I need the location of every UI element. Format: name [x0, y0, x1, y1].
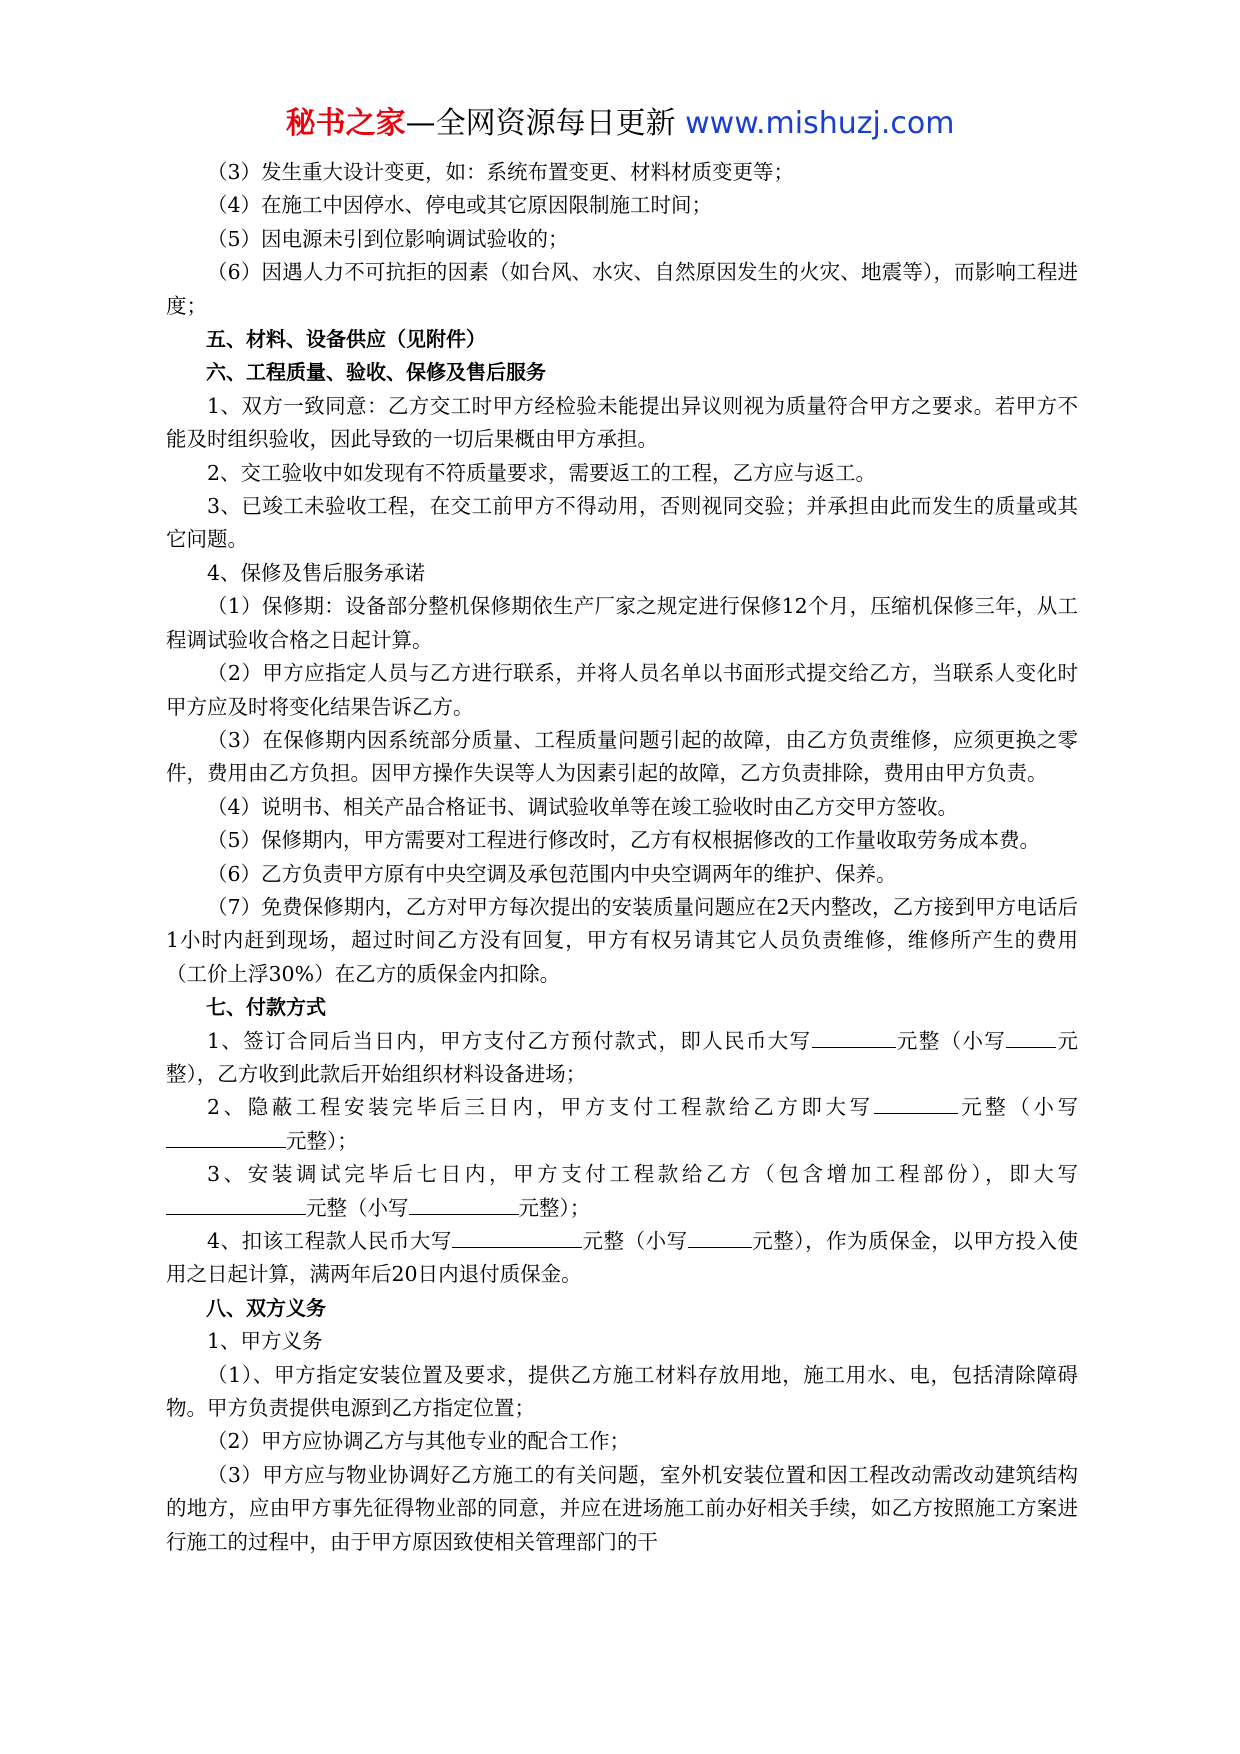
site-banner: [0, 104, 1240, 144]
payment-text: 3、安装调试完毕后七日内，甲方支付工程款给乙方（包含增加工程部份），即大写: [207, 1162, 1078, 1187]
brand-name: 秘书之家: [285, 106, 406, 141]
warranty-item: （2）甲方应指定人员与乙方进行联系，并将人员名单以书面形式提交给乙方，当联系人变化时甲方应及时将变化结果告诉乙方。: [166, 661, 1078, 719]
clause-item: （6）因遇人力不可抗拒的因素（如台风、水灾、自然原因发生的火灾、地震等），而影响工程进度；: [166, 260, 1078, 318]
warranty-item: （7）免费保修期内，乙方对甲方每次提出的安装质量问题应在2天内整改，乙方接到甲方电话后1小时内赶到现场，超过时间乙方没有回复，甲方有权另请其它人员负责维修，维修所产生的费用（工价上浮30%）在乙方的质保金内扣除。: [166, 894, 1078, 986]
contract-body: [166, 156, 1078, 1559]
warranty-item: （4）说明书、相关产品合格证书、调试验收单等在竣工验收时由乙方交甲方签收。: [207, 794, 959, 819]
payment-item-3: [166, 1158, 1078, 1225]
banner-url-link[interactable]: www.mishuzj.com: [685, 106, 955, 141]
section-heading-6: 六、工程质量、验收、保修及售后服务: [206, 360, 546, 385]
banner-slogan: 全网资源每日更新: [435, 106, 676, 141]
section-heading-5: 五、材料、设备供应（见附件）: [206, 327, 486, 352]
clause-item: 4、保修及售后服务承诺: [207, 560, 426, 585]
fill-blank[interactable]: [452, 1225, 582, 1248]
section-heading-7: 七、付款方式: [206, 995, 326, 1020]
fill-blank[interactable]: [812, 1025, 896, 1048]
fill-blank[interactable]: [688, 1225, 752, 1248]
fill-blank[interactable]: [166, 1125, 286, 1148]
payment-text: 元整（小写: [895, 1028, 1007, 1053]
fill-blank[interactable]: [1006, 1025, 1056, 1048]
clause-item: 1、双方一致同意：乙方交工时甲方经检验未能提出异议则视为质量符合甲方之要求。若甲方不能及时组织验收，因此导致的一切后果概由甲方承担。: [166, 393, 1078, 452]
payment-text: 元整）；: [518, 1195, 591, 1220]
clause-item: （3）发生重大设计变更，如：系统布置变更、材料材质变更等；: [207, 160, 795, 184]
section-heading-8: 八、双方义务: [206, 1295, 326, 1320]
payment-text: 2、隐蔽工程安装完毕后三日内，甲方支付工程款给乙方即大写: [207, 1095, 874, 1120]
fill-blank[interactable]: [409, 1192, 519, 1215]
payment-text: 元整（小写: [306, 1195, 409, 1220]
clause-item: （5）因电源未引到位影响调试验收的；: [207, 226, 569, 251]
clause-item: （4）在施工中因停水、停电或其它原因限制施工时间；: [207, 193, 713, 218]
payment-text: 元整），作为质保金，以甲方投入使用之日起计算，满两年后20日内退付质保金。: [166, 1229, 1079, 1287]
payment-text: 元整（小写: [581, 1229, 688, 1253]
obligation-item: （3）甲方应与物业协调好乙方施工的有关问题，室外机安装位置和因工程改动需改动建筑结构的地方，应由甲方事先征得物业部的同意，并应在进场施工前办好相关手续，如乙方按照施工方案进行施工的过程中，由于甲方原因致使相关管理部门的干: [166, 1462, 1078, 1554]
warranty-item: （1）保修期：设备部分整机保修期依生产厂家之规定进行保修12个月，压缩机保修三年，从工程调试验收合格之日起计算。: [166, 594, 1078, 652]
obligation-item: （2）甲方应协调乙方与其他专业的配合工作；: [207, 1429, 631, 1454]
warranty-item: （3）在保修期内因系统部分质量、工程质量问题引起的故障，由乙方负责维修，应须更换之零件，费用由乙方负担。因甲方操作失误等人为因素引起的故障，乙方负责排除，费用由甲方负责。: [166, 727, 1078, 786]
payment-text: 1、签订合同后当日内，甲方支付乙方预付款式，即人民币大写: [207, 1028, 812, 1053]
banner-dash: —: [405, 106, 436, 141]
warranty-item: （6）乙方负责甲方原有中央空调及承包范围内中央空调两年的维护、保养。: [207, 861, 897, 886]
obligation-item: 1、甲方义务: [207, 1329, 323, 1354]
payment-text: 元整），乙方收到此款后开始组织材料设备进场；: [166, 1028, 1079, 1086]
fill-blank[interactable]: [166, 1192, 306, 1215]
payment-item-4: [166, 1225, 1078, 1292]
payment-text: 4、扣该工程款人民币大写: [207, 1229, 452, 1253]
obligation-item: （1）、甲方指定安装位置及要求，提供乙方施工材料存放用地，施工用水、电，包括清除障碍物。甲方负责提供电源到乙方指定位置；: [166, 1362, 1078, 1421]
clause-item: 3、已竣工未验收工程，在交工前甲方不得动用，否则视同交验；并承担由此而发生的质量或其它问题。: [166, 494, 1078, 552]
clause-item: 2、交工验收中如发现有不符质量要求，需要返工的工程，乙方应与返工。: [207, 460, 877, 485]
payment-text: 元整）；: [286, 1128, 358, 1153]
fill-blank[interactable]: [874, 1091, 958, 1114]
payment-item-1: [166, 1025, 1078, 1092]
payment-text: 元整（小写: [957, 1095, 1078, 1120]
payment-item-2: [166, 1091, 1078, 1158]
warranty-item: （5）保修期内，甲方需要对工程进行修改时，乙方有权根据修改的工作量收取劳务成本费。: [207, 828, 1041, 853]
